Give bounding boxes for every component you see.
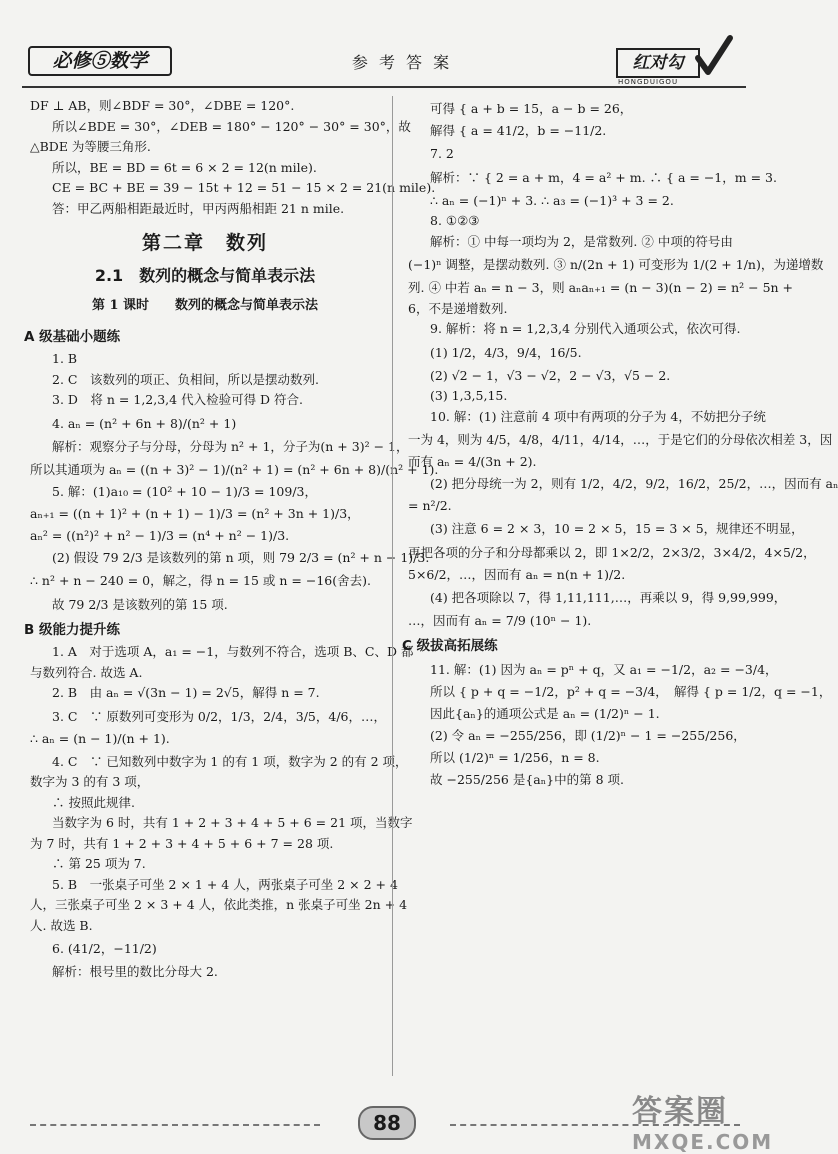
answer-line: 列. ④ 中若 aₙ = n − 3，则 aₙaₙ₊₁ = (n − 3)(n − 2) = n² − 5n + (408, 280, 794, 295)
answer-line: 5×6/2，…，因而有 aₙ = n(n + 1)/2. (408, 566, 626, 582)
answer-line: 解析：∵ { 2 = a + m，4 = a² + m. ∴ { a = −1，m = 3. (430, 169, 777, 185)
answer-line: 而有 aₙ = 4/(3n + 2). (408, 454, 537, 469)
answer-line: (3) 注意 6 = 2 × 3，10 = 2 × 5，15 = 3 × 5，规律还不明显， (430, 521, 804, 536)
answer-line: (1) 1/2，4/3，9/4，16/5. (430, 344, 582, 360)
answer-line: 4. aₙ = (n² + 6n + 8)/(n² + 1) (52, 415, 237, 431)
section-c-heading: C 级拔高拓展练 (402, 638, 498, 654)
answer-line: 7. 2 (430, 146, 454, 161)
page-header (22, 46, 746, 88)
answer-line: 一为 4，则为 4/5，4/8，4/11，4/14，…，于是它们的分母依次相差 3，因 (408, 432, 833, 447)
book-title-badge: 必修⑤数学 (28, 46, 172, 76)
answer-line: 解析：① 中每一项均为 2，是常数列. ② 中项的符号由 (430, 233, 733, 249)
answer-line: 解得 { a = 41/2，b = −11/2. (430, 123, 607, 138)
answer-line: 2. C 该数列的项正、负相间，所以是摆动数列. (52, 371, 319, 387)
answer-line: 3. D 将 n = 1,2,3,4 代入检验可得 D 符合. (52, 392, 304, 407)
answer-line: 再把各项的分子和分母都乘以 2，即 1×2/2，2×3/2，3×4/2，4×5/2， (408, 544, 816, 560)
answer-line: 所以 { p + q = −1/2，p² + q = −3/4， 解得 { p = 1/2，q = −1， (430, 683, 832, 699)
answer-line: 4. C ∵ 已知数列中数字为 1 的有 1 项，数字为 2 的有 2 项， (52, 753, 408, 769)
answer-line: ∴ n² + n − 240 = 0，解之，得 n = 15 或 n = −16(舍去). (30, 573, 371, 588)
answer-line: ∴ aₙ = (n − 1)/(n + 1). (30, 730, 170, 746)
answer-line: (3) 1,3,5,15. (430, 388, 508, 403)
answer-line: …，因而有 aₙ = 7/9 (10ⁿ − 1). (408, 613, 592, 628)
column-divider (392, 96, 393, 1076)
answer-line: (2) 假设 79 2/3 是该数列的第 n 项，则 79 2/3 = (n² + n − 1)/3. (52, 550, 430, 565)
answer-line: 人. 故选 B. (30, 917, 93, 933)
text-line: 答：甲乙两船相距最近时，甲丙两船相距 21 n mile. (52, 200, 345, 216)
section-b-heading: B 级能力提升练 (24, 621, 120, 638)
answer-line: (2) √2 − 1，√3 − √2，2 − √3，√5 − 2. (430, 367, 671, 383)
section-a-heading: A 级基础小题练 (24, 328, 121, 345)
answer-line: 10. 解：(1) 注意前 4 项中有两项的分子为 4，不妨把分子统 (430, 408, 766, 424)
checkmark-icon (694, 34, 734, 78)
answer-line: aₙ₊₁ = ((n + 1)² + (n + 1) − 1)/3 = (n² + 3n + 1)/3， (30, 506, 360, 521)
answer-line: 5. B 一张桌子可坐 2 × 1 + 4 人，两张桌子可坐 2 × 2 + 4 (52, 876, 398, 892)
watermark-logo: 答案圈 (632, 1094, 728, 1129)
answer-line: aₙ² = ((n²)² + n² − 1)/3 = (n⁴ + n² − 1)/3. (30, 528, 290, 543)
page-number: 88 (358, 1106, 416, 1140)
answer-line: 所以其通项为 aₙ = ((n + 3)² − 1)/(n² + 1) = (n² + 6n + 8)/(n² + 1). (30, 462, 439, 477)
text-line: DF ⊥ AB，则∠BDF = 30°，∠DBE = 120°. (30, 98, 295, 113)
text-line: 所以∠BDE = 30°，∠DEB = 180° − 120° − 30° = 30°，故 (52, 118, 411, 134)
answer-line: (4) 把各项除以 7，得 1,11,111,…，再乘以 9，得 9,99,999， (430, 589, 787, 605)
text-line: △BDE 为等腰三角形. (30, 139, 151, 154)
chapter-title: 第二章 数列 (141, 232, 268, 254)
lesson-title: 第 1 课时 数列的概念与简单表示法 (91, 298, 319, 313)
answer-line: ∴ 按照此规律. (52, 794, 135, 810)
answer-line: 11. 解：(1) 因为 aₙ = pⁿ + q，又 a₁ = −1/2，a₂ = −3/4， (430, 661, 778, 677)
answer-line: = n²/2. (408, 498, 452, 513)
left-column (24, 96, 439, 983)
brand-name: 红对勾 (616, 48, 700, 78)
answer-line: 1. B (52, 351, 78, 366)
text-line: CE = BC + BE = 39 − 15t + 12 = 51 − 15 × 2 = 21(n mile). (52, 180, 436, 195)
answer-line: ∴ aₙ = (−1)ⁿ + 3. ∴ a₃ = (−1)³ + 3 = 2. (430, 192, 674, 208)
text-line: 所以，BE = BD = 6t = 6 × 2 = 12(n mile). (52, 159, 317, 175)
watermark-url: MXQE.COM (632, 1130, 774, 1154)
answer-line: 人，三张桌子可坐 2 × 3 + 4 人，依此类推，n 张桌子可坐 2n + 4 (30, 897, 408, 912)
watermark (632, 1086, 774, 1154)
answer-line: 可得 { a + b = 15，a − b = 26， (430, 101, 633, 116)
header-title: 参 考 答 案 (351, 53, 453, 72)
answer-line: 解析：根号里的数比分母大 2. (52, 964, 218, 979)
answer-line: 数字为 3 的有 3 项， (30, 774, 150, 789)
footer-rule-left (30, 1124, 320, 1126)
answer-line: 6. (41/2，−11/2) (52, 941, 157, 956)
brand-subtitle: HONGDUIGOU (618, 78, 679, 86)
answer-line: (−1)ⁿ 调整，是摆动数列. ③ n/(2n + 1) 可变形为 1/(2 + 1/n)，为递增数 (408, 257, 824, 272)
answer-line: 与数列符合. 故选 A. (30, 664, 143, 680)
answer-line: 3. C ∵ 原数列可变形为 0/2，1/3，2/4，3/5，4/6，…， (52, 708, 386, 724)
answer-line: (2) 把分母统一为 2，则有 1/2，4/2，9/2，16/2，25/2，…，因而有 aₙ (430, 476, 838, 491)
answer-line: 5. 解：(1)a₁₀ = (10² + 10 − 1)/3 = 109/3， (52, 484, 317, 499)
answer-line: 6，不是递增数列. (408, 300, 508, 316)
answer-line: 故 79 2/3 是该数列的第 15 项. (52, 596, 228, 612)
answer-line: 为 7 时，共有 1 + 2 + 3 + 4 + 5 + 6 + 7 = 28 项. (30, 835, 334, 851)
answer-line: 9. 解析：将 n = 1,2,3,4 分别代入通项公式，依次可得. (430, 321, 741, 336)
answer-line: 1. A 对于选项 A，a₁ = −1，与数列不符合，选项 B、C、D 都 (52, 644, 414, 659)
section-title: 2.1 数列的概念与简单表示法 (94, 265, 316, 285)
brand-logo (616, 34, 736, 86)
answer-line: 2. B 由 aₙ = √(3n − 1) = 2√5，解得 n = 7. (52, 685, 320, 700)
answer-line: 当数字为 6 时，共有 1 + 2 + 3 + 4 + 5 + 6 = 21 项，当数字 (52, 815, 413, 830)
answer-line: 解析：观察分子与分母，分母为 n² + 1，分子为(n + 3)² − 1， (52, 438, 409, 454)
answer-line: 所以 (1/2)ⁿ = 1/256，n = 8. (430, 749, 600, 765)
answer-line: (2) 令 aₙ = −255/256，即 (1/2)ⁿ − 1 = −255/256， (430, 727, 746, 743)
answer-line: ∴ 第 25 项为 7. (52, 856, 146, 871)
right-column (402, 96, 838, 793)
answer-line: 故 −255/256 是{aₙ}中的第 8 项. (430, 771, 624, 787)
answer-line: 因此{aₙ}的通项公式是 aₙ = (1/2)ⁿ − 1. (430, 705, 660, 721)
answer-line: 8. ①②③ (430, 213, 480, 228)
